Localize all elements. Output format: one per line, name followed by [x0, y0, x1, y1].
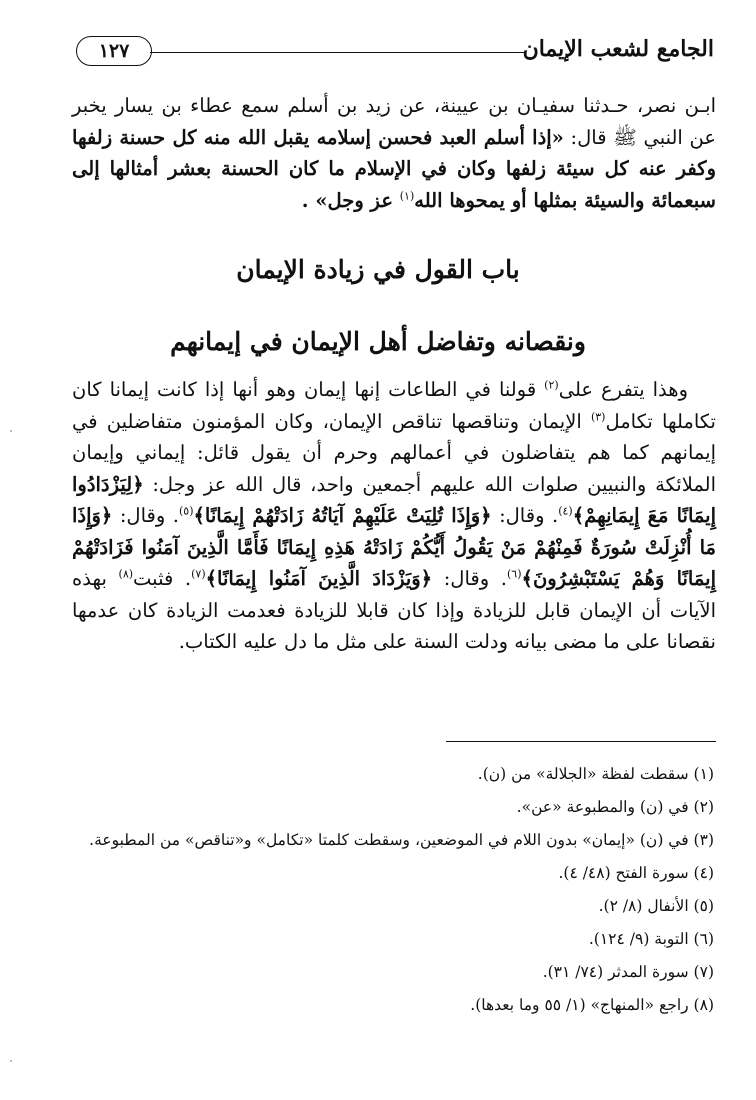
text-segment: وهذا يتفرع على	[558, 378, 688, 401]
footnote-ref-3: (٣)	[590, 410, 606, 423]
hadith-paragraph	[72, 90, 716, 216]
text-segment: . وقال:	[112, 504, 179, 527]
chapter-title-line-2: ونقصانه وتفاضل أهل الإيمان في إيمانهم	[170, 327, 586, 356]
hadith-text-end: عز وجل» .	[301, 188, 400, 212]
isnad-text: ابـن نصر، حـدثنا سفيـان بن عيينة، عن زيد بن أسلم سمع عطاء بن يسار يخبر عن النبي ﷺ قال:	[72, 94, 716, 149]
text-segment: الإيمان وتناقصها تناقص الإيمان، وكان المؤمنون متفاضلين في إيمانهم كما هم يتفاضلون في أعمالهم وحرم أن يقول قائل: إيماني وإيمان الملائكة والنبيين صلوات الله عليهم أجمعين واحد، قال الله عز وجل:	[72, 409, 716, 496]
quran-verse-3: ﴿وَإِذَا مَا أُنْزِلَتْ سُورَةٌ فَمِنْهُمْ مَنْ يَقُولُ أَيُّكُمْ زَادَتْهُ هَذِهِ إِيمَانًا فَأَمَّا الَّذِينَ آمَنُوا فَزَادَتْهُمْ إِيمَانًا وَهُمْ يَسْتَبْشِرُونَ﴾	[72, 504, 716, 590]
footnote-4: (٤) سورة الفتح (٤٨/ ٤).	[558, 864, 714, 882]
text-segment: . وقال:	[432, 567, 507, 590]
footnote-7: (٧) سورة المدثر (٧٤/ ٣١).	[542, 963, 714, 981]
footnote-1: (١) سقطت لفظة «الجلالة» من (ن).	[477, 765, 714, 783]
scan-speck	[10, 430, 12, 432]
footnote-separator	[446, 741, 716, 742]
text-segment: قولنا في الطاعات إنها إيمان وهو أنها إذا كانت إيمانا كان تكاملها تكامل	[72, 378, 716, 433]
main-paragraph	[72, 374, 716, 658]
page-number-badge: ١٢٧	[76, 36, 152, 66]
quran-verse-1: ﴿لِيَزْدَادُوا إِيمَانًا مَعَ إِيمَانِهِمْ﴾	[72, 472, 716, 527]
chapter-title-line-1: باب القول في زيادة الإيمان	[236, 255, 520, 284]
footnote-2: (٢) في (ن) والمطبوعة «عن».	[516, 798, 714, 816]
hadith-text: «إذا أسلم العبد فحسن إسلامه يقبل الله منه كل حسنة زلفها وكفر عنه كل سيئة زلفها وكان في الإسلام ما كان الحسنة بعشر أمثالها إلى سبعمائة والسيئة بمثلها أو يمحوها الله	[72, 125, 716, 212]
running-header-title: الجامع لشعب الإيمان	[522, 36, 714, 62]
footnote-ref-8: (٨)	[118, 567, 134, 581]
footnote-6: (٦) التوبة (٩/ ١٢٤).	[588, 930, 714, 948]
text-segment: . فثبت	[133, 567, 192, 590]
text-segment: بهذه الآيات أن الإيمان قابل للزيادة وإذا كان قابلا للزيادة فعدمت الزيادة كان عدمها نقصانا على ما مضى بيانه ودلت السنة على مثل ما دل عليه الكتاب.	[72, 567, 716, 653]
footnotes-list	[60, 758, 714, 1022]
footnote-ref-7: (٧)	[191, 567, 206, 581]
scan-speck	[10, 1060, 12, 1062]
footnote-ref-6: (٦)	[507, 567, 522, 581]
quran-verse-2: ﴿وَإِذَا تُلِيَتْ عَلَيْهِمْ آيَاتُهُ زَادَتْهُمْ إِيمَانًا﴾	[193, 504, 492, 527]
footnote-ref-4: (٤)	[558, 504, 573, 518]
footnote-ref-2: (٢)	[544, 378, 559, 392]
footnote-5: (٥) الأنفال (٨/ ٢).	[598, 897, 714, 915]
footnote-ref-5: (٥)	[178, 504, 194, 518]
text-segment: . وقال:	[491, 504, 559, 527]
footnote-ref-1: (١)	[399, 189, 415, 202]
footnote-8: (٨) راجع «المنهاج» (١/ ٥٥ وما بعدها).	[470, 996, 714, 1014]
quran-verse-4: ﴿وَيَزْدَادَ الَّذِينَ آمَنُوا إِيمَانًا﴾	[205, 567, 433, 590]
footnote-3: (٣) في (ن) «إيمان» بدون اللام في الموضعين، وسقطت كلمتا «تكامل» و«تناقص» من المطبوعة.	[89, 831, 714, 849]
header-rule	[150, 52, 524, 53]
